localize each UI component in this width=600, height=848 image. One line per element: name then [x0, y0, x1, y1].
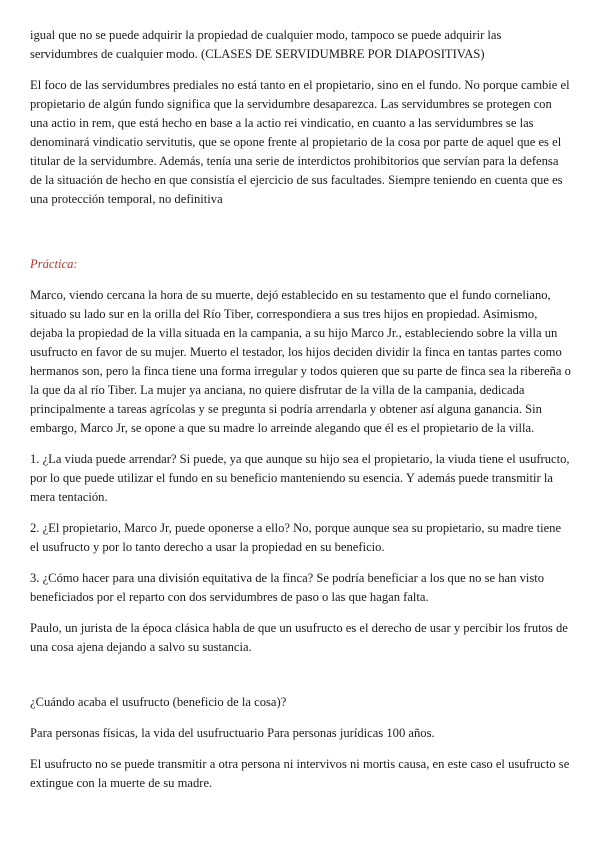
paragraph-transmision: El usufructo no se puede transmitir a otra persona ni intervivos ni mortis causa, en este caso el usufructo se extingue con la muerte de su madre. [30, 757, 570, 790]
paragraph-cuando-acaba: ¿Cuándo acaba el usufructo (beneficio de la cosa)? [30, 695, 287, 709]
paragraph-question-3: 3. ¿Cómo hacer para una división equitativa de la finca? Se podría beneficiar a los que no se han visto beneficiados por el reparto con dos servidumbres de paso o las que hagan falta. [30, 571, 545, 604]
paragraph-question-1: 1. ¿La viuda puede arrendar? Si puede, ya que aunque su hijo sea el propietario, la viuda tiene el usufructo, por lo que puede utilizar el fundo en su beneficio manteniendo su esencia. Y además puede transmitir la mera tentación. [30, 452, 570, 504]
paragraph-servidumbres-prediales: El foco de las servidumbres prediales no está tanto en el propietario, sino en el fundo. No porque cambie el propietario de algún fundo significa que la servidumbre desaparezca. Las servidumbres se protegen con una actio in rem, que está hecho en base a la actio rei vindicatio, en cuanto a las servidumbres se las denominará vindicatio servitutis, que se opone frente al propietario de la cosa por parte de aquel que es el titular de la servidumbre. Además, tenía una serie de interdictos prohibitorios que servían para la defensa de la situación de hecho en que consistía el ejercicio de sus facultades. Siempre teniendo en cuenta que es una protección temporal, no definitiva [30, 78, 570, 206]
paragraph-paulo: Paulo, un jurista de la época clásica habla de que un usufructo es el derecho de usar y percibir los frutos de una cosa ajena dejando a salvo su sustancia. [30, 621, 568, 654]
paragraph-servidumbres-intro: igual que no se puede adquirir la propiedad de cualquier modo, tampoco se puede adquirir las servidumbres de cualquier modo. (CLASES DE SERVIDUMBRE POR DIAPOSITIVAS) [30, 28, 502, 61]
paragraph-personas: Para personas físicas, la vida del usufructuario Para personas jurídicas 100 años. [30, 726, 435, 740]
practice-heading: Práctica: [30, 257, 78, 271]
paragraph-question-2: 2. ¿El propietario, Marco Jr, puede oponerse a ello? No, porque aunque sea su propietario, su madre tiene el usufructo y por lo tanto derecho a usar la propiedad en su beneficio. [30, 521, 562, 554]
paragraph-case-marco: Marco, viendo cercana la hora de su muerte, dejó establecido en su testamento que el fundo corneliano, situado su lado sur en la orilla del Río Tiber, correspondiera a sus tres hijos en propiedad. Asimismo, dejaba la propiedad de la villa situada en la campania, a su hijo Marco Jr., estableciendo sobre la villa un usufructo en favor de su mujer. Muerto el testador, los hijos deciden dividir la finca en tantas partes como hermanos son, pero la finca tiene una forma irregular y todos quieren que su parte de finca sea la ribereña o la que da al río Tiber. La mujer ya anciana, no quiere disfrutar de la villa de la campania, dedicada principalmente a tareas agrícolas y se pregunta si podría arrendarla y obtener así alguna ganancia. Sin embargo, Marco Jr, se opone a que su madre lo arreinde alegando que él es el propietario de la villa. [30, 288, 571, 435]
